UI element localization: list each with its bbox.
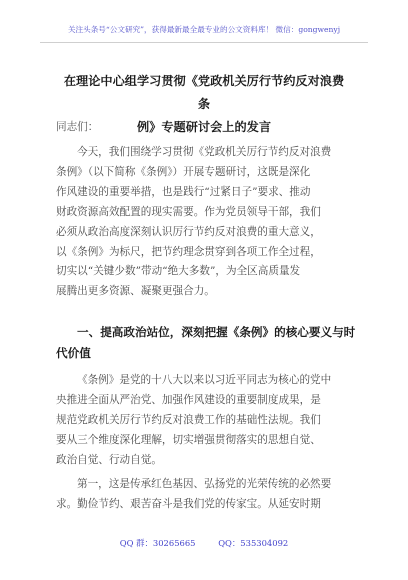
- text-line: 政治自觉、行动自觉。: [56, 453, 162, 466]
- text-line: 求。勤俭节约、艰苦奋斗是我们党的传家宝。从延安时期: [56, 497, 321, 510]
- qq-label: QQ：535304092: [218, 538, 289, 548]
- heading-line: 一、提高政治站位，深刻把握《条例》的核心要义与时: [77, 325, 356, 339]
- text-line: 第一，这是传承红色基因、弘扬党的光荣传统的必然要: [77, 478, 332, 490]
- page-footer: [0, 537, 408, 549]
- text-line: 展腾出更多资源、凝聚更强合力。: [56, 285, 215, 298]
- title-line: 例》专题研讨会上的发言: [136, 120, 272, 134]
- heading-line: 代价值: [56, 346, 91, 360]
- text-line: 要从三个维度深化理解，切实增强贯彻落实的思想自觉、: [56, 433, 321, 446]
- text-line: 条例》（以下简称《条例》）开展专题研讨，这既是深化: [56, 165, 311, 178]
- page-header-banner: 关注头条号“公文研究”，获得最新最全最专业的公文资料库！ 微信：gongwenyj: [67, 25, 341, 34]
- text-line: 今天，我们围绕学习贯彻《党政机关厉行节约反对浪费: [77, 146, 332, 158]
- text-line: 作风建设的重要举措，也是践行“过紧日子”要求、推动: [56, 185, 311, 198]
- text-line: 《条例》是党的十八大以来以习近平同志为核心的党中: [77, 374, 332, 386]
- paragraph-intro: [56, 143, 352, 302]
- document-title: [58, 70, 350, 139]
- text-line: 必须从政治高度深刻认识厉行节约反对浪费的重大意义，: [56, 225, 321, 238]
- text-line: 以《条例》为标尺，把节约理念贯穿到各项工作全过程，: [56, 245, 321, 258]
- paragraph-regulation: [56, 371, 352, 471]
- section-heading: [56, 322, 356, 364]
- title-line: 在理论中心组学习贯彻《党政机关厉行节约反对浪费条: [63, 74, 345, 111]
- paragraph-first-point: [56, 475, 352, 515]
- salutation: 同志们：: [56, 121, 99, 133]
- qq-group-label: QQ 群：30265665: [119, 538, 196, 548]
- text-line: 规范党政机关厉行节约反对浪费工作的基础性法规。我们: [56, 413, 321, 426]
- text-line: 央推进全面从严治党、加强作风建设的重要制度成果，是: [56, 393, 321, 406]
- text-line: 切实以“关键少数”带动“绝大多数”，为全区高质量发: [56, 265, 301, 278]
- text-line: 财政资源高效配置的现实需要。作为党员领导干部，我们: [56, 205, 321, 218]
- header-divider: [40, 42, 368, 43]
